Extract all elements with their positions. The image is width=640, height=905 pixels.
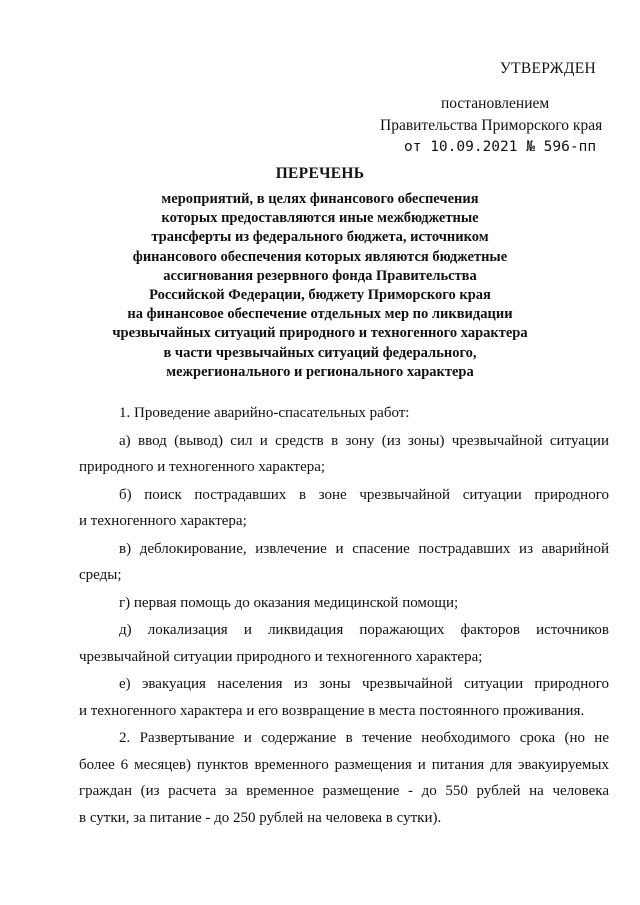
- paragraph-g: [79, 590, 609, 617]
- document-subtitle: [60, 190, 580, 382]
- paragraph-line: среды;: [79, 567, 122, 583]
- paragraph-line: и техногенного характера;: [79, 513, 247, 529]
- subtitle-line: чрезвычайных ситуаций природного и техногенного характера: [112, 325, 528, 342]
- document-body: [79, 400, 609, 832]
- document-title: ПЕРЕЧЕНЬ: [275, 165, 365, 182]
- subtitle-line: трансферты из федерального бюджета, источником: [151, 229, 489, 246]
- paragraph-v: [79, 536, 609, 589]
- approval-line-2: Правительства Приморского края: [380, 117, 603, 134]
- paragraph-2: [79, 725, 609, 831]
- paragraph-line: граждан (из расчета за временное размещение - до 550 рублей на человека: [79, 783, 609, 799]
- subtitle-line: которых предоставляются иные межбюджетные: [161, 210, 479, 227]
- paragraph-line: в) деблокирование, извлечение и спасение пострадавших из аварийной: [119, 540, 609, 557]
- paragraph-line: чрезвычайной ситуации природного и техногенного характера;: [79, 648, 483, 665]
- paragraph-b: [79, 482, 609, 535]
- paragraph-line: 2. Развертывание и содержание в течение необходимого срока (но не: [119, 730, 609, 746]
- approval-title: УТВЕРЖДЕН: [499, 60, 596, 77]
- subtitle-line: на финансовое обеспечение отдельных мер по ликвидации: [127, 306, 513, 323]
- decree-number: от 10.09.2021 № 596-пп: [404, 139, 597, 155]
- subtitle-line: мероприятий, в целях финансового обеспечения: [161, 191, 479, 207]
- paragraph-1: [79, 400, 609, 427]
- subtitle-line: финансового обеспечения которых являются бюджетные: [132, 248, 508, 265]
- paragraph-e: [79, 671, 609, 724]
- paragraph-d: [79, 617, 609, 670]
- paragraph-a: [79, 428, 609, 481]
- paragraph-line: более 6 месяцев) пунктов временного размещения и питания для эвакуируемых: [79, 756, 609, 773]
- subtitle-line: межрегионального и регионального характера: [166, 363, 474, 380]
- paragraph-line: д) локализация и ликвидация поражающих факторов источников: [119, 622, 609, 638]
- paragraph-line: б) поиск пострадавших в зоне чрезвычайной ситуации природного: [119, 486, 609, 503]
- subtitle-line: в части чрезвычайных ситуаций федерального,: [163, 344, 477, 361]
- paragraph-line: 1. Проведение аварийно-спасательных работ:: [119, 405, 410, 421]
- subtitle-line: Российской Федерации, бюджету Приморского края: [149, 287, 491, 304]
- paragraph-line: а) ввод (вывод) сил и средств в зону (из зоны) чрезвычайной ситуации: [119, 432, 609, 449]
- paragraph-line: природного и техногенного характера;: [79, 459, 326, 475]
- subtitle-line: ассигнования резервного фонда Правительства: [163, 267, 477, 284]
- paragraph-line: и техногенного характера и его возвращение в места постоянного проживания.: [79, 702, 585, 719]
- approval-line-1: постановлением: [441, 95, 550, 112]
- paragraph-line: г) первая помощь до оказания медицинской помощи;: [119, 594, 459, 611]
- paragraph-line: е) эвакуация населения из зоны чрезвычайной ситуации природного: [119, 676, 609, 692]
- paragraph-line: в сутки, за питание - до 250 рублей на человека в сутки).: [79, 809, 442, 826]
